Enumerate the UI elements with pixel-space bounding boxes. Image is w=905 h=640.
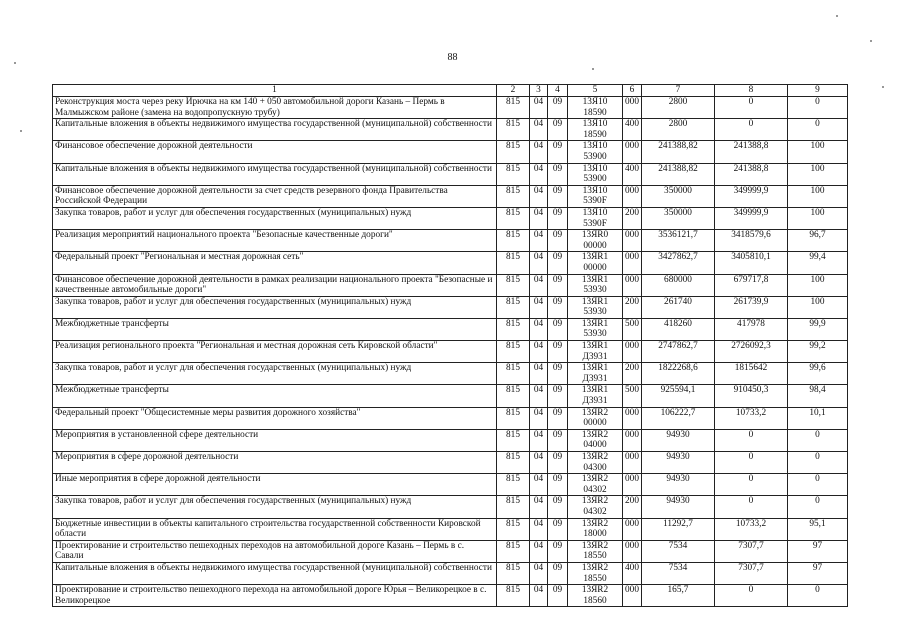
executed-amount-cell: 241388,8 (715, 141, 788, 163)
subsection-cell: 09 (548, 518, 568, 540)
planned-amount-cell: 3536121,7 (642, 230, 715, 252)
chapter-cell: 815 (497, 452, 530, 474)
section-cell: 04 (530, 163, 548, 185)
executed-amount-cell: 7307,7 (715, 562, 788, 584)
target-article-cell: 13ЯR0 00000 (568, 230, 623, 252)
table-row (53, 407, 848, 429)
table-row (53, 585, 848, 607)
subsection-cell: 09 (548, 163, 568, 185)
section-cell: 04 (530, 363, 548, 385)
percent-cell: 0 (788, 97, 848, 119)
subsection-cell: 09 (548, 585, 568, 607)
target-article-cell: 13ЯR2 04302 (568, 474, 623, 496)
section-cell: 04 (530, 452, 548, 474)
expense-type-cell: 200 (623, 363, 642, 385)
executed-amount-cell: 0 (715, 119, 788, 141)
planned-amount-cell: 94930 (642, 474, 715, 496)
expense-type-cell: 400 (623, 163, 642, 185)
executed-amount-cell: 679717,8 (715, 274, 788, 296)
planned-amount-cell: 350000 (642, 207, 715, 229)
percent-cell: 100 (788, 163, 848, 185)
target-article-cell: 13ЯR1 53930 (568, 296, 623, 318)
executed-amount-cell: 0 (715, 496, 788, 518)
table-row (53, 163, 848, 185)
planned-amount-cell: 7534 (642, 562, 715, 584)
table-row (53, 540, 848, 562)
percent-cell: 0 (788, 585, 848, 607)
row-name-cell: Межбюджетные трансферты (53, 385, 497, 407)
expense-type-cell: 500 (623, 385, 642, 407)
scan-speck (14, 62, 16, 64)
expense-type-cell: 000 (623, 185, 642, 207)
percent-cell: 99,4 (788, 252, 848, 274)
table-row (53, 274, 848, 296)
planned-amount-cell: 241388,82 (642, 141, 715, 163)
executed-amount-cell: 0 (715, 585, 788, 607)
expense-type-cell: 400 (623, 119, 642, 141)
row-name-cell: Федеральный проект "Региональная и местная дорожная сеть" (53, 252, 497, 274)
subsection-cell: 09 (548, 97, 568, 119)
section-cell: 04 (530, 252, 548, 274)
percent-cell: 0 (788, 429, 848, 451)
expense-type-cell: 000 (623, 407, 642, 429)
percent-cell: 97 (788, 540, 848, 562)
chapter-cell: 815 (497, 429, 530, 451)
chapter-cell: 815 (497, 230, 530, 252)
section-cell: 04 (530, 540, 548, 562)
expense-type-cell: 000 (623, 518, 642, 540)
table-row (53, 97, 848, 119)
percent-cell: 100 (788, 207, 848, 229)
subsection-cell: 09 (548, 341, 568, 363)
planned-amount-cell: 350000 (642, 185, 715, 207)
table-row (53, 185, 848, 207)
executed-amount-cell: 910450,3 (715, 385, 788, 407)
table-row (53, 474, 848, 496)
table-body (53, 97, 848, 607)
header-row (53, 85, 848, 97)
table-row (53, 141, 848, 163)
row-name-cell: Финансовое обеспечение дорожной деятельности в рамках реализации национального проекта "Безопасные и качественные автомобильные дороги" (53, 274, 497, 296)
subsection-cell: 09 (548, 540, 568, 562)
percent-cell: 0 (788, 474, 848, 496)
expense-type-cell: 000 (623, 230, 642, 252)
header-cell: 9 (788, 85, 848, 97)
table-row (53, 496, 848, 518)
percent-cell: 99,2 (788, 341, 848, 363)
chapter-cell: 815 (497, 474, 530, 496)
target-article-cell: 13ЯR2 18000 (568, 518, 623, 540)
header-cell: 8 (715, 85, 788, 97)
chapter-cell: 815 (497, 274, 530, 296)
target-article-cell: 13ЯR2 04300 (568, 452, 623, 474)
chapter-cell: 815 (497, 341, 530, 363)
target-article-cell: 13ЯR1 53930 (568, 318, 623, 340)
table-row (53, 562, 848, 584)
expense-type-cell: 000 (623, 252, 642, 274)
row-name-cell: Капитальные вложения в объекты недвижимого имущества государственной (муниципальной) собственности (53, 562, 497, 584)
target-article-cell: 13Я10 18590 (568, 97, 623, 119)
row-name-cell: Капитальные вложения в объекты недвижимого имущества государственной (муниципальной) собственности (53, 163, 497, 185)
executed-amount-cell: 0 (715, 452, 788, 474)
header-cell: 1 (53, 85, 497, 97)
table-row (53, 518, 848, 540)
target-article-cell: 13ЯR1 Д3931 (568, 385, 623, 407)
subsection-cell: 09 (548, 318, 568, 340)
header-cell: 4 (548, 85, 568, 97)
chapter-cell: 815 (497, 407, 530, 429)
subsection-cell: 09 (548, 119, 568, 141)
chapter-cell: 815 (497, 363, 530, 385)
section-cell: 04 (530, 274, 548, 296)
scan-speck (882, 86, 884, 88)
target-article-cell: 13Я10 5390F (568, 207, 623, 229)
executed-amount-cell: 2726092,3 (715, 341, 788, 363)
section-cell: 04 (530, 296, 548, 318)
expense-type-cell: 000 (623, 274, 642, 296)
table-row (53, 207, 848, 229)
percent-cell: 99,6 (788, 363, 848, 385)
expense-type-cell: 200 (623, 296, 642, 318)
row-name-cell: Иные мероприятия в сфере дорожной деятельности (53, 474, 497, 496)
header-cell: 5 (568, 85, 623, 97)
chapter-cell: 815 (497, 185, 530, 207)
scan-speck (836, 15, 838, 17)
row-name-cell: Закупка товаров, работ и услуг для обеспечения государственных (муниципальных) нужд (53, 363, 497, 385)
target-article-cell: 13Я10 5390F (568, 185, 623, 207)
percent-cell: 0 (788, 452, 848, 474)
percent-cell: 98,4 (788, 385, 848, 407)
planned-amount-cell: 2800 (642, 119, 715, 141)
section-cell: 04 (530, 97, 548, 119)
section-cell: 04 (530, 407, 548, 429)
chapter-cell: 815 (497, 252, 530, 274)
subsection-cell: 09 (548, 141, 568, 163)
chapter-cell: 815 (497, 97, 530, 119)
target-article-cell: 13ЯR2 18550 (568, 562, 623, 584)
target-article-cell: 13ЯR2 18560 (568, 585, 623, 607)
chapter-cell: 815 (497, 163, 530, 185)
subsection-cell: 09 (548, 274, 568, 296)
row-name-cell: Проектирование и строительство пешеходного перехода на автомобильной дороге Юрья – Великорецкое в с. Великорецкое (53, 585, 497, 607)
planned-amount-cell: 11292,7 (642, 518, 715, 540)
expense-type-cell: 000 (623, 429, 642, 451)
row-name-cell: Капитальные вложения в объекты недвижимого имущества государственной (муниципальной) собственности (53, 119, 497, 141)
header-cell: 2 (497, 85, 530, 97)
row-name-cell: Мероприятия в установленной сфере деятельности (53, 429, 497, 451)
subsection-cell: 09 (548, 207, 568, 229)
planned-amount-cell: 106222,7 (642, 407, 715, 429)
table-row (53, 119, 848, 141)
row-name-cell: Проектирование и строительство пешеходных переходов на автомобильной дороге Казань – Пермь в с. Савали (53, 540, 497, 562)
target-article-cell: 13ЯR2 04302 (568, 496, 623, 518)
section-cell: 04 (530, 585, 548, 607)
target-article-cell: 13ЯR1 Д3931 (568, 341, 623, 363)
executed-amount-cell: 349999,9 (715, 207, 788, 229)
expense-type-cell: 000 (623, 97, 642, 119)
section-cell: 04 (530, 318, 548, 340)
executed-amount-cell: 241388,8 (715, 163, 788, 185)
subsection-cell: 09 (548, 185, 568, 207)
section-cell: 04 (530, 562, 548, 584)
percent-cell: 100 (788, 141, 848, 163)
executed-amount-cell: 417978 (715, 318, 788, 340)
row-name-cell: Закупка товаров, работ и услуг для обеспечения государственных (муниципальных) нужд (53, 496, 497, 518)
expense-type-cell: 000 (623, 141, 642, 163)
section-cell: 04 (530, 518, 548, 540)
row-name-cell: Реконструкция моста через реку Ирючка на км 140 + 050 автомобильной дороги Казань – Пермь в Малмыжском районе (замена на водопропускную трубу) (53, 97, 497, 119)
section-cell: 04 (530, 496, 548, 518)
section-cell: 04 (530, 185, 548, 207)
executed-amount-cell: 10733,2 (715, 407, 788, 429)
target-article-cell: 13Я10 53900 (568, 141, 623, 163)
percent-cell: 97 (788, 562, 848, 584)
table-row (53, 452, 848, 474)
expense-type-cell: 000 (623, 540, 642, 562)
subsection-cell: 09 (548, 385, 568, 407)
section-cell: 04 (530, 207, 548, 229)
planned-amount-cell: 261740 (642, 296, 715, 318)
expense-type-cell: 000 (623, 474, 642, 496)
chapter-cell: 815 (497, 496, 530, 518)
executed-amount-cell: 0 (715, 429, 788, 451)
table-row (53, 296, 848, 318)
subsection-cell: 09 (548, 363, 568, 385)
planned-amount-cell: 418260 (642, 318, 715, 340)
planned-amount-cell: 925594,1 (642, 385, 715, 407)
section-cell: 04 (530, 429, 548, 451)
row-name-cell: Межбюджетные трансферты (53, 318, 497, 340)
chapter-cell: 815 (497, 296, 530, 318)
target-article-cell: 13Я10 18590 (568, 119, 623, 141)
planned-amount-cell: 94930 (642, 496, 715, 518)
expense-type-cell: 500 (623, 318, 642, 340)
section-cell: 04 (530, 341, 548, 363)
planned-amount-cell: 165,7 (642, 585, 715, 607)
percent-cell: 99,9 (788, 318, 848, 340)
scan-speck (870, 40, 872, 42)
chapter-cell: 815 (497, 518, 530, 540)
executed-amount-cell: 1815642 (715, 363, 788, 385)
header-cell: 3 (530, 85, 548, 97)
executed-amount-cell: 7307,7 (715, 540, 788, 562)
row-name-cell: Бюджетные инвестиции в объекты капитального строительства государственной собственности Кировской области (53, 518, 497, 540)
target-article-cell: 13ЯR1 53930 (568, 274, 623, 296)
table-row (53, 230, 848, 252)
row-name-cell: Реализация регионального проекта "Региональная и местная дорожная сеть Кировской области" (53, 341, 497, 363)
row-name-cell: Закупка товаров, работ и услуг для обеспечения государственных (муниципальных) нужд (53, 296, 497, 318)
chapter-cell: 815 (497, 585, 530, 607)
executed-amount-cell: 3418579,6 (715, 230, 788, 252)
table-row (53, 363, 848, 385)
chapter-cell: 815 (497, 207, 530, 229)
row-name-cell: Мероприятия в сфере дорожной деятельности (53, 452, 497, 474)
row-name-cell: Реализация мероприятий национального проекта "Безопасные качественные дороги" (53, 230, 497, 252)
subsection-cell: 09 (548, 474, 568, 496)
scan-speck (592, 68, 594, 70)
planned-amount-cell: 2747862,7 (642, 341, 715, 363)
subsection-cell: 09 (548, 407, 568, 429)
expense-type-cell: 000 (623, 452, 642, 474)
subsection-cell: 09 (548, 429, 568, 451)
executed-amount-cell: 0 (715, 474, 788, 496)
chapter-cell: 815 (497, 540, 530, 562)
header-cell: 6 (623, 85, 642, 97)
expense-type-cell: 200 (623, 496, 642, 518)
subsection-cell: 09 (548, 562, 568, 584)
planned-amount-cell: 680000 (642, 274, 715, 296)
planned-amount-cell: 2800 (642, 97, 715, 119)
percent-cell: 10,1 (788, 407, 848, 429)
target-article-cell: 13ЯR1 Д3931 (568, 363, 623, 385)
subsection-cell: 09 (548, 452, 568, 474)
table-row (53, 341, 848, 363)
subsection-cell: 09 (548, 496, 568, 518)
page-number: 88 (447, 52, 458, 63)
percent-cell: 100 (788, 296, 848, 318)
percent-cell: 95,1 (788, 518, 848, 540)
section-cell: 04 (530, 474, 548, 496)
chapter-cell: 815 (497, 318, 530, 340)
percent-cell: 0 (788, 496, 848, 518)
chapter-cell: 815 (497, 119, 530, 141)
executed-amount-cell: 349999,9 (715, 185, 788, 207)
section-cell: 04 (530, 230, 548, 252)
planned-amount-cell: 241388,82 (642, 163, 715, 185)
table-row (53, 385, 848, 407)
executed-amount-cell: 10733,2 (715, 518, 788, 540)
table-row (53, 318, 848, 340)
expense-type-cell: 000 (623, 585, 642, 607)
subsection-cell: 09 (548, 252, 568, 274)
target-article-cell: 13ЯR2 04000 (568, 429, 623, 451)
planned-amount-cell: 94930 (642, 429, 715, 451)
planned-amount-cell: 7534 (642, 540, 715, 562)
percent-cell: 0 (788, 119, 848, 141)
row-name-cell: Финансовое обеспечение дорожной деятельности за счет средств резервного фонда Правительства Российской Федерации (53, 185, 497, 207)
planned-amount-cell: 94930 (642, 452, 715, 474)
section-cell: 04 (530, 385, 548, 407)
table-row (53, 429, 848, 451)
section-cell: 04 (530, 141, 548, 163)
planned-amount-cell: 3427862,7 (642, 252, 715, 274)
table-row (53, 252, 848, 274)
chapter-cell: 815 (497, 385, 530, 407)
section-cell: 04 (530, 119, 548, 141)
row-name-cell: Закупка товаров, работ и услуг для обеспечения государственных (муниципальных) нужд (53, 207, 497, 229)
percent-cell: 100 (788, 274, 848, 296)
header-cell: 7 (642, 85, 715, 97)
percent-cell: 96,7 (788, 230, 848, 252)
scan-speck (20, 130, 22, 132)
target-article-cell: 13ЯR1 00000 (568, 252, 623, 274)
target-article-cell: 13ЯR2 00000 (568, 407, 623, 429)
expense-type-cell: 200 (623, 207, 642, 229)
target-article-cell: 13ЯR2 18550 (568, 540, 623, 562)
expense-type-cell: 400 (623, 562, 642, 584)
planned-amount-cell: 1822268,6 (642, 363, 715, 385)
chapter-cell: 815 (497, 141, 530, 163)
executed-amount-cell: 0 (715, 97, 788, 119)
subsection-cell: 09 (548, 296, 568, 318)
row-name-cell: Финансовое обеспечение дорожной деятельности (53, 141, 497, 163)
percent-cell: 100 (788, 185, 848, 207)
subsection-cell: 09 (548, 230, 568, 252)
executed-amount-cell: 3405810,1 (715, 252, 788, 274)
row-name-cell: Федеральный проект "Общесистемные меры развития дорожного хозяйства" (53, 407, 497, 429)
budget-table (52, 84, 848, 607)
executed-amount-cell: 261739,9 (715, 296, 788, 318)
target-article-cell: 13Я10 53900 (568, 163, 623, 185)
expense-type-cell: 000 (623, 341, 642, 363)
chapter-cell: 815 (497, 562, 530, 584)
